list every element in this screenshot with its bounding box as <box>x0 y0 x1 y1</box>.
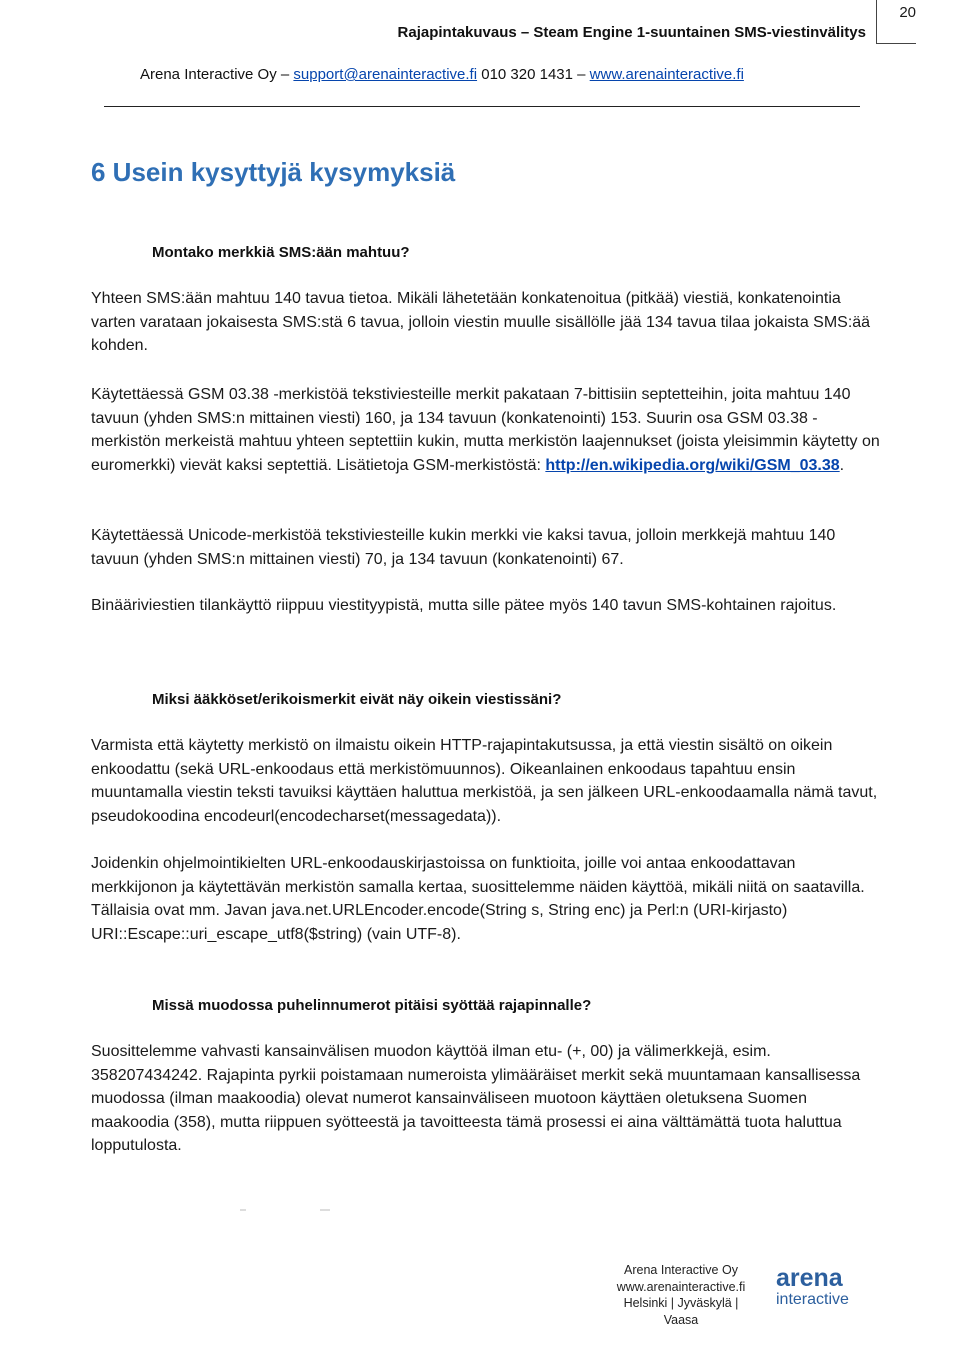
faq-question-3: Missä muodossa puhelinnumerot pitäisi syöttää rajapinnalle? <box>152 997 592 1014</box>
faq-question-2: Miksi ääkköset/erikoismerkit eivät näy oikein viestissäni? <box>152 691 562 708</box>
header-company: Arena Interactive Oy – <box>140 66 294 83</box>
faq-2-paragraph-1: Varmista että käytetty merkistö on ilmaistu oikein HTTP-rajapintakutsussa, ja että viestin sisältö on oikein enkoodattu (sekä URL-enkoodaus että merkistömuunnos). Oikeanlainen enkoodaus tapahtuu ensin muuntamalla viestin teksti tavuiksi käyttäen haluttua merkistöä, ja sen jälkeen URL-enkoodaamalla nämä tavut, pseudokoodina encodeurl(encodecharset(messagedata)). <box>91 737 878 825</box>
scan-artifact <box>240 1209 330 1211</box>
footer-contact <box>606 1262 756 1328</box>
faq-1-paragraph-4: Binääriviestien tilankäyttö riippuu viestityypistä, mutta sille pätee myös 140 tavun SMS-kohtainen rajoitus. <box>91 597 837 614</box>
document-title: Rajapintakuvaus – Steam Engine 1-suuntainen SMS-viestinvälitys <box>397 24 866 41</box>
page-number: 20 <box>876 0 916 44</box>
faq-1-paragraph-1: Yhteen SMS:ään mahtuu 140 tavua tietoa. Mikäli lähetetään konkatenoitua (pitkää) viestiä, konkatenointia varten varataan jokaisesta SMS:stä 6 tavua, jolloin viestin muulle sisällölle jää 134 tavua tilaa jokaista SMS:ää kohden. <box>91 290 871 354</box>
header-divider <box>104 106 860 107</box>
svg-text:arena: arena <box>776 1264 843 1292</box>
faq-1-paragraph-2 <box>91 383 881 477</box>
chapter-title: 6 Usein kysyttyjä kysymyksiä <box>91 157 456 187</box>
footer-cities: Helsinki | Jyväskylä | Vaasa <box>623 1296 739 1327</box>
footer-company: Arena Interactive Oy <box>624 1263 738 1277</box>
footer-website: www.arenainteractive.fi <box>616 1279 746 1294</box>
header-phone: 010 320 1431 – <box>477 66 590 83</box>
faq-2-paragraph-2: Joidenkin ohjelmointikielten URL-enkoodauskirjastoissa on funktioita, joille voi antaa enkoodattavan merkkijonon ja käytettävän merkistön samalla kertaa, suosittelemme näiden käyttöä, mikäli niitä on saatavilla. Tällaisia ovat mm. Javan java.net.URLEncoder.encode(String s, String enc) ja Perl:n (URI-kirjasto) URI::Escape::uri_escape_utf8($string) (vain UTF-8). <box>91 855 865 943</box>
support-email-link[interactable]: support@arenainteractive.fi <box>293 66 478 83</box>
arena-interactive-logo <box>774 1262 868 1308</box>
gsm-wikipedia-link[interactable]: http://en.wikipedia.org/wiki/GSM_03.38 <box>545 456 840 474</box>
website-link[interactable]: www.arenainteractive.fi <box>589 66 744 83</box>
faq-1-paragraph-2-end: . <box>839 456 845 474</box>
faq-3-paragraph-1: Suosittelemme vahvasti kansainvälisen muodon käyttöä ilman etu- (+, 00) ja välimerkkejä, esim. 358207434242. Rajapinta pyrkii poistamaan numeroista ylimääräiset merkit sekä muuntamaan kansallisessa muodossa (ilman maakoodia) olevat numerot kansainväliseen muotoon käyttäen oletuksena Suomen maakoodia (358), mutta riippuen syötteestä ja tavoitteesta tämä prosessi ei aina välttämättä tuota haluttua lopputulosta. <box>91 1043 861 1154</box>
svg-text:interactive: interactive <box>776 1291 849 1308</box>
faq-1-paragraph-2-text: Käytettäessä GSM 03.38 -merkistöä tekstiviesteille merkit pakataan 7-bittisiin septetteihin, joita mahtuu 140 tavuun (yhden SMS:n mittainen viesti) 160, ja 134 tavuun (konkatenointi) 153. Suurin osa GSM 03.38 -merkistön merkeistä mahtuu yhteen septettiin kukin, mutta merkistön laajennukset (joista yleisimmin käytetty on euromerkki) vievät kaksi septettiä. Lisätietoja GSM-merkistöstä: <box>91 386 880 474</box>
header-contact-line <box>140 66 744 83</box>
faq-question-1: Montako merkkiä SMS:ään mahtuu? <box>152 244 410 261</box>
faq-1-paragraph-3: Käytettäessä Unicode-merkistöä tekstiviesteille kukin merkki vie kaksi tavua, jolloin merkkejä mahtuu 140 tavuun (yhden SMS:n mittainen viesti) 70, ja 134 tavuun (konkatenointi) 67. <box>91 527 836 568</box>
